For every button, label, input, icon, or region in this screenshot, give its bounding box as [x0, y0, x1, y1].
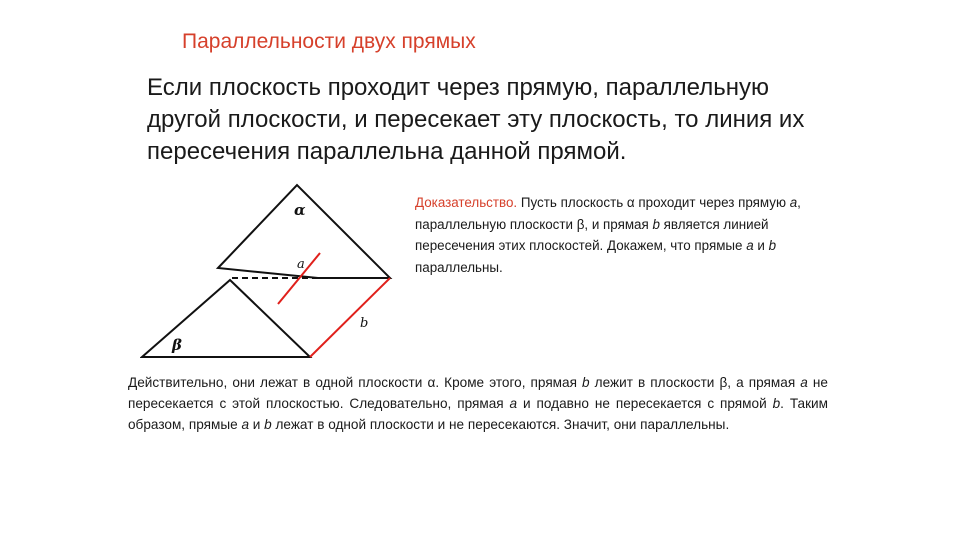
- conclusion-segment: лежит в плоскости β, а прямая: [589, 375, 801, 390]
- proof-segment: является линией пересечения этих плоскостей. Докажем, что прямые: [415, 216, 769, 253]
- var-b: b: [768, 238, 777, 253]
- proof-segment: Пусть плоскость α проходит через прямую: [517, 195, 790, 210]
- line-b-label: b: [360, 316, 369, 331]
- var-a: a: [241, 417, 249, 433]
- conclusion-segment: не пересекается с этой плоскостью. Следовательно, прямая: [128, 375, 828, 412]
- var-b: b: [582, 375, 590, 390]
- var-a: a: [746, 238, 754, 253]
- proof-lead: Доказательство.: [415, 195, 518, 210]
- alpha-label: α: [294, 201, 306, 219]
- var-a: a: [789, 195, 798, 210]
- proof-segment: , параллельную плоскости β, и прямая: [415, 195, 801, 232]
- conclusion-segment: Действительно, они лежат в одной плоскости α. Кроме этого, прямая: [128, 375, 583, 390]
- conclusion-segment: и: [249, 417, 265, 433]
- proof-segment: параллельны.: [415, 259, 503, 275]
- conclusion-segment: . Таким образом, прямые: [128, 396, 828, 433]
- plane-beta: [142, 280, 310, 357]
- proof-segment: и: [753, 238, 769, 253]
- proof-text: [415, 192, 815, 278]
- var-a: a: [800, 375, 808, 390]
- var-b: b: [772, 396, 781, 412]
- line-b: [310, 278, 390, 357]
- theorem-statement: Если плоскость проходит через прямую, параллельную другой плоскости, и пересекает эту плоскость, то линия их пересечения параллельна данной прямой.: [147, 74, 805, 165]
- conclusion-segment: и подавно не пересекается с прямой: [517, 396, 773, 412]
- line-a-label: a: [297, 257, 305, 272]
- conclusion-text: [128, 372, 828, 436]
- beta-label: β: [172, 336, 182, 354]
- conclusion-segment: лежат в одной плоскости и не пересекаются. Значит, они параллельны.: [271, 417, 730, 433]
- var-b: b: [652, 216, 660, 232]
- slide-title: Параллельности двух прямых: [182, 30, 476, 53]
- planes-diagram: [140, 180, 405, 362]
- var-b: b: [264, 417, 272, 433]
- var-a: a: [509, 396, 518, 412]
